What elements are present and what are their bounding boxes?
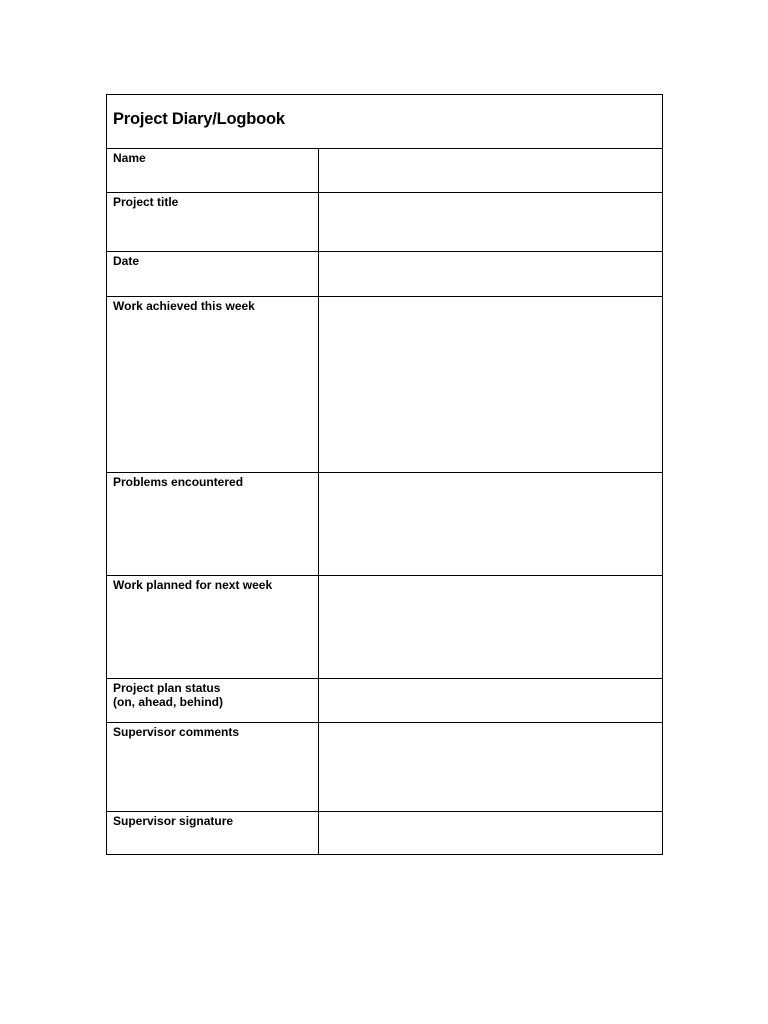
form-title: Project Diary/Logbook [113, 110, 285, 128]
name-field[interactable] [318, 149, 662, 192]
form-header [107, 95, 662, 149]
project-title-field[interactable] [318, 193, 662, 251]
row-supervisor-comments [107, 723, 662, 812]
work-planned-label: Work planned for next week [113, 578, 273, 592]
work-achieved-field[interactable] [318, 297, 662, 472]
project-title-label: Project title [113, 195, 179, 209]
row-name [107, 149, 662, 193]
logbook-form [106, 94, 663, 855]
problems-field[interactable] [318, 473, 662, 575]
work-achieved-label: Work achieved this week [113, 299, 255, 313]
supervisor-comments-label: Supervisor comments [113, 725, 240, 739]
row-problems [107, 473, 662, 576]
row-work-planned [107, 576, 662, 679]
date-label: Date [113, 254, 140, 268]
date-field[interactable] [318, 252, 662, 296]
plan-status-label: Project plan status (on, ahead, behind) [113, 681, 223, 709]
row-supervisor-signature [107, 812, 662, 854]
supervisor-signature-label: Supervisor signature [113, 814, 234, 828]
row-plan-status [107, 679, 662, 723]
supervisor-signature-field[interactable] [318, 812, 662, 854]
name-label: Name [113, 151, 146, 165]
row-project-title [107, 193, 662, 252]
work-planned-field[interactable] [318, 576, 662, 678]
row-date [107, 252, 662, 297]
row-work-achieved [107, 297, 662, 473]
supervisor-comments-field[interactable] [318, 723, 662, 811]
plan-status-field[interactable] [318, 679, 662, 722]
problems-label: Problems encountered [113, 475, 244, 489]
